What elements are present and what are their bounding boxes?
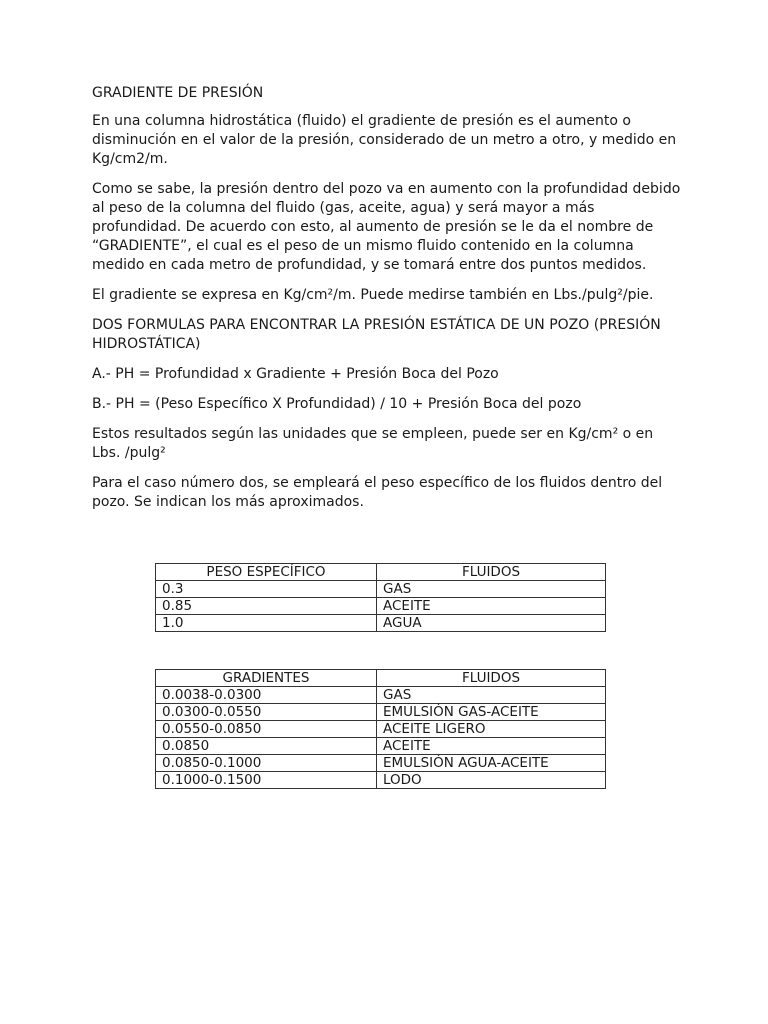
gradient-cell: 0.0550-0.0850 [156,721,377,738]
formula-a: A.- PH = Profundidad x Gradiente + Presión Boca del Pozo [92,366,499,382]
table-row [156,772,606,789]
fluid-cell: EMULSIÓN GAS-ACEITE [377,704,606,721]
fluid-cell: EMULSIÓN AGUA-ACEITE [377,755,606,772]
table-header-row [156,670,606,687]
paragraph-results-units: Estos resultados según las unidades que se empleen, puede ser en Kg/cm² o en Lbs. /pulg² [92,426,654,461]
table-header-row [156,564,606,581]
paragraph-explanation: Como se sabe, la presión dentro del pozo va en aumento con la profundidad debido al peso de la columna del fluido (gas, aceite, agua) y será mayor a más profundidad. De acuerdo con esto, al aumento de presión se le da el nombre de “GRADIENTE”, el cual es el peso de un mismo fluido contenido en la columna medido en cada metro de profundidad, y se tomará entre dos puntos medidos. [92,181,681,273]
table-row [156,721,606,738]
table-row [156,598,606,615]
table-row [156,581,606,598]
gradient-cell: 0.0850 [156,738,377,755]
column-header-fluids: FLUIDOS [377,564,606,581]
specific-weight-table [155,563,606,632]
paragraph-case-two: Para el caso número dos, se empleará el peso específico de los fluidos dentro del pozo. Se indican los más aproximados. [92,475,663,510]
paragraph-formulas-heading: DOS FORMULAS PARA ENCONTRAR LA PRESIÓN ESTÁTICA DE UN POZO (PRESIÓN HIDROSTÁTICA) [92,317,661,352]
fluid-cell: AGUA [377,615,606,632]
fluid-cell: ACEITE [377,598,606,615]
document-title: GRADIENTE DE PRESIÓN [92,85,264,101]
fluid-cell: ACEITE [377,738,606,755]
gradient-cell: 0.0038-0.0300 [156,687,377,704]
specific-weight-cell: 0.85 [156,598,377,615]
gradient-cell: 0.0300-0.0550 [156,704,377,721]
table-row [156,704,606,721]
fluid-cell: GAS [377,581,606,598]
column-header-fluids: FLUIDOS [377,670,606,687]
fluid-cell: ACEITE LIGERO [377,721,606,738]
specific-weight-cell: 1.0 [156,615,377,632]
specific-weight-cell: 0.3 [156,581,377,598]
column-header-gradients: GRADIENTES [156,670,377,687]
gradient-table [155,669,606,789]
column-header-specific-weight: PESO ESPECÍFICO [156,564,377,581]
fluid-cell: GAS [377,687,606,704]
table-row [156,755,606,772]
gradient-cell: 0.1000-0.1500 [156,772,377,789]
gradient-cell: 0.0850-0.1000 [156,755,377,772]
table-row [156,615,606,632]
paragraph-definition: En una columna hidrostática (fluido) el gradiente de presión es el aumento o disminución en el valor de la presión, considerado de un metro a otro, y medido en Kg/cm2/m. [92,113,677,167]
document-body [92,84,682,523]
fluid-cell: LODO [377,772,606,789]
table-row [156,738,606,755]
paragraph-units: El gradiente se expresa en Kg/cm²/m. Puede medirse también en Lbs./pulg²/pie. [92,287,654,303]
table-row [156,687,606,704]
formula-b: B.- PH = (Peso Específico X Profundidad) / 10 + Presión Boca del pozo [92,396,582,412]
